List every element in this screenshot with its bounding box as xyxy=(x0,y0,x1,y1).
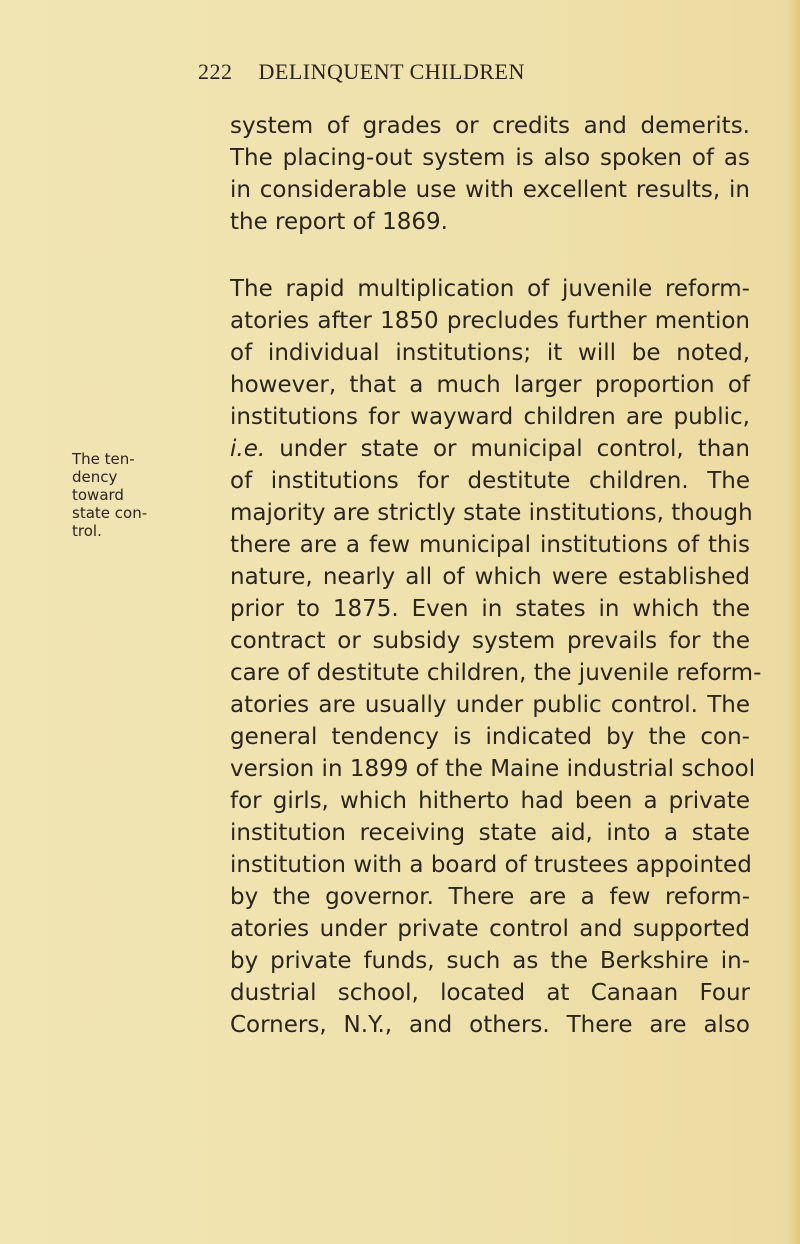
text-line: the report of 1869. xyxy=(230,209,448,235)
text-line: atories under private control and supported xyxy=(230,916,750,942)
text-line: The rapid multiplication of juvenile reform- xyxy=(230,276,750,302)
text-line: nature, nearly all of which were established xyxy=(230,564,750,590)
text-line: of institutions for destitute children. The xyxy=(230,468,750,494)
margin-note-line: The ten- xyxy=(72,450,135,468)
text-line: atories are usually under public control. The xyxy=(230,692,750,718)
margin-note xyxy=(72,450,162,540)
text-line: prior to 1875. Even in states in which the xyxy=(230,596,750,622)
text-line: version in 1899 of the Maine industrial school xyxy=(230,756,756,782)
text-line: care of destitute children, the juvenile reform- xyxy=(230,660,762,686)
text-line: there are a few municipal institutions of this xyxy=(230,532,750,558)
body-text xyxy=(230,110,762,1041)
text-line: The placing-out system is also spoken of as xyxy=(230,145,750,171)
text-line: contract or subsidy system prevails for the xyxy=(230,628,750,654)
text-line: for girls, which hitherto had been a private xyxy=(230,788,750,814)
page-number: 222 xyxy=(198,59,233,84)
running-head xyxy=(198,59,525,85)
margin-note-line: dency xyxy=(72,468,118,486)
text-line: i.e. under state or municipal control, than xyxy=(230,436,750,462)
text-line: institutions for wayward children are public, xyxy=(230,404,750,430)
text-line: Corners, N.Y., and others. There are also xyxy=(230,1012,750,1038)
page-edge-shadow xyxy=(786,0,800,1244)
paragraph-2 xyxy=(230,273,762,1041)
text-line: however, that a much larger proportion of xyxy=(230,372,750,398)
text-line: majority are strictly state institutions, though xyxy=(230,500,753,526)
margin-note-line: trol. xyxy=(72,522,102,540)
text-line: by private funds, such as the Berkshire in- xyxy=(230,948,750,974)
text-line: atories after 1850 precludes further mention xyxy=(230,308,750,334)
text-line: by the governor. There are a few reform- xyxy=(230,884,750,910)
margin-note-line: state con- xyxy=(72,504,148,522)
running-title: DELINQUENT CHILDREN xyxy=(258,59,525,84)
text-line: institution with a board of trustees appointed xyxy=(230,852,752,878)
text-line: dustrial school, located at Canaan Four xyxy=(230,980,750,1006)
text-line: general tendency is indicated by the con- xyxy=(230,724,750,750)
text-line: in considerable use with excellent results, in xyxy=(230,177,750,203)
margin-note-line: toward xyxy=(72,486,124,504)
text-line: institution receiving state aid, into a state xyxy=(230,820,750,846)
text-line: system of grades or credits and demerits. xyxy=(230,113,750,139)
text-line: of individual institutions; it will be noted, xyxy=(230,340,750,366)
paragraph-1 xyxy=(230,110,750,238)
